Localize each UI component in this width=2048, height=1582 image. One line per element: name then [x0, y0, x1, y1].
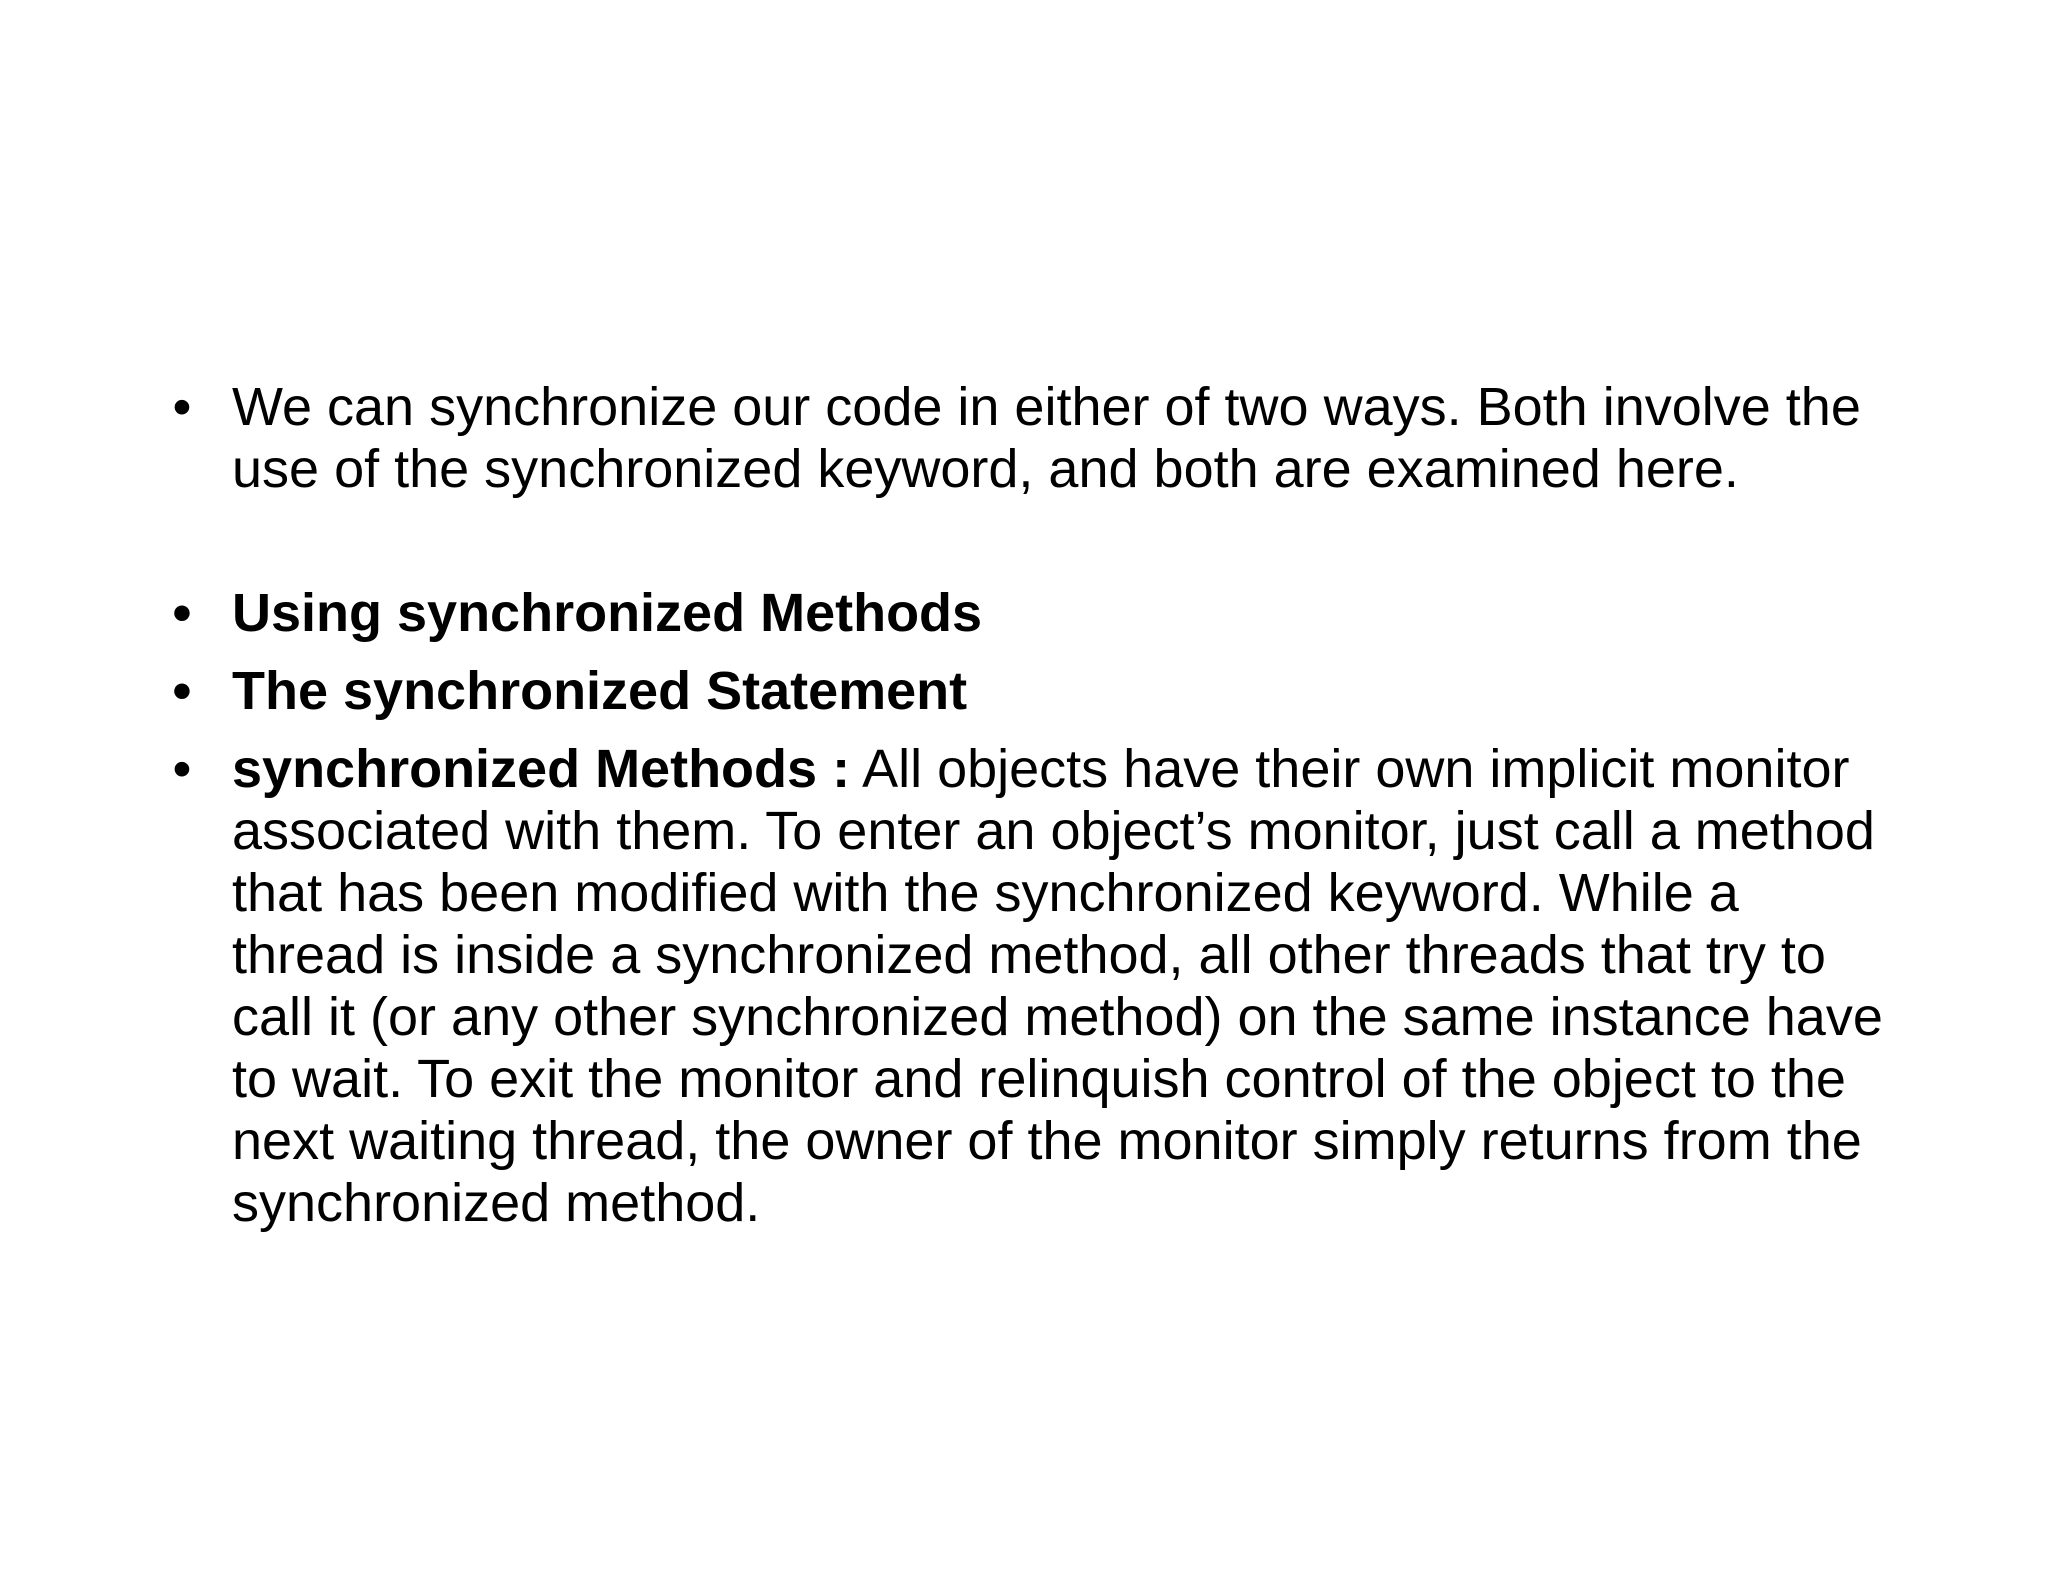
- bullet-text: The synchronized Statement: [232, 661, 968, 721]
- bullet-lead-text: synchronized Methods :: [232, 739, 851, 799]
- bullet-item-synchronize-ways: [172, 376, 1892, 500]
- bullet-icon: •: [172, 583, 192, 643]
- bullet-icon: •: [172, 739, 192, 799]
- bullet-text: We can synchronize our code in either of two ways. Both involve the use of the synchronized keyword, and both are examined here.: [232, 377, 1861, 499]
- bullet-item-synchronized-methods-description: [172, 738, 1892, 1234]
- bullet-item-synchronized-statement: [172, 660, 1892, 722]
- bullet-text: Using synchronized Methods: [232, 583, 983, 643]
- bullet-text: All objects have their own implicit monitor associated with them. To enter an object’s monitor, just call a method that has been modified with the synchronized keyword. While a thread is inside a synchronized method, all other threads that try to call it (or any other synchronized method) on the same instance have to wait. To exit the monitor and relinquish control of the object to the next waiting thread, the owner of the monitor simply returns from the synchronized method.: [232, 739, 1883, 1233]
- bullet-icon: •: [172, 661, 192, 721]
- bullet-icon: •: [172, 377, 192, 437]
- bullet-item-using-synchronized-methods: [172, 582, 1892, 644]
